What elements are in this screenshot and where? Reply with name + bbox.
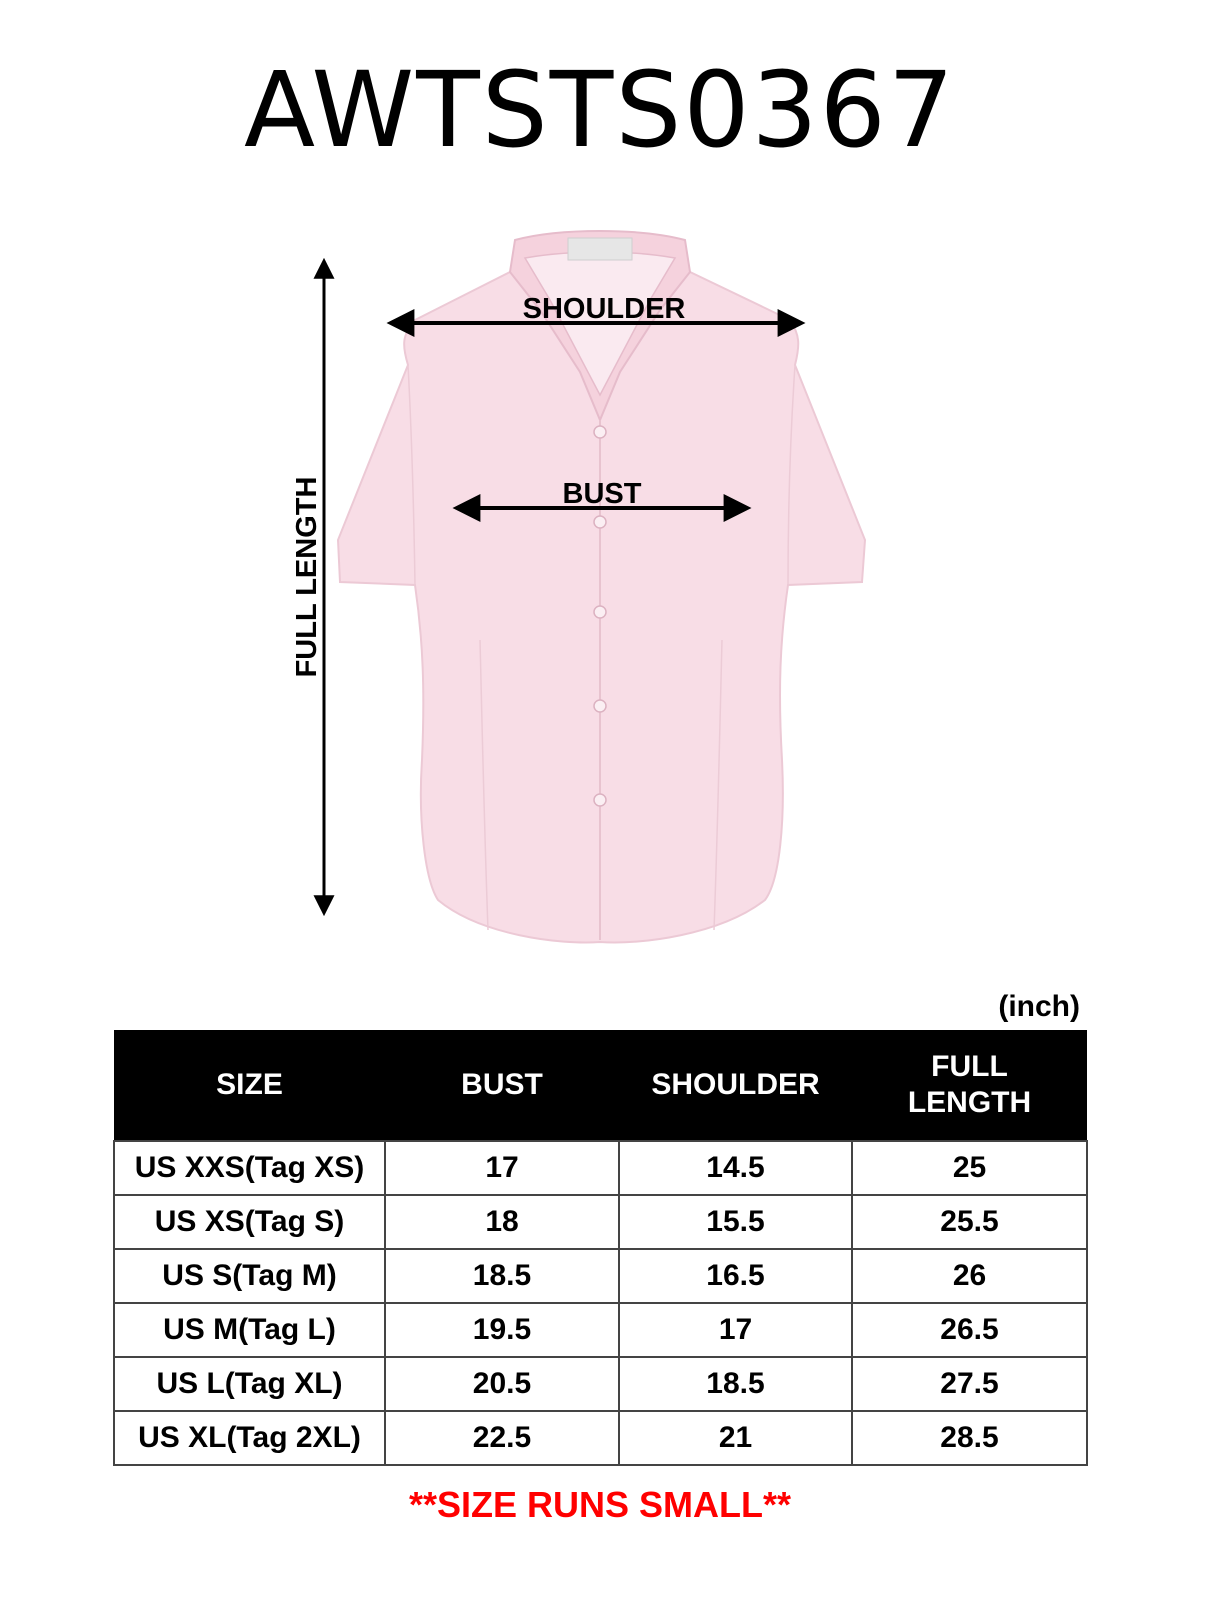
table-row xyxy=(114,1411,1087,1465)
size-cell: US XL(Tag 2XL) xyxy=(114,1411,385,1465)
shirt-illustration xyxy=(338,231,865,943)
bust-label: BUST xyxy=(562,478,642,510)
size-chart-table xyxy=(113,1030,1088,1466)
table-row xyxy=(114,1357,1087,1411)
size-cell: US S(Tag M) xyxy=(114,1249,385,1303)
size-cell: US M(Tag L) xyxy=(114,1303,385,1357)
table-row xyxy=(114,1303,1087,1357)
bust-cell: 20.5 xyxy=(385,1357,619,1411)
full-length-cell: 25.5 xyxy=(852,1195,1087,1249)
full-length-cell: 28.5 xyxy=(852,1411,1087,1465)
shoulder-cell: 15.5 xyxy=(619,1195,852,1249)
bust-cell: 19.5 xyxy=(385,1303,619,1357)
header-bust: BUST xyxy=(385,1030,619,1141)
size-cell: US L(Tag XL) xyxy=(114,1357,385,1411)
bust-cell: 22.5 xyxy=(385,1411,619,1465)
size-cell: US XXS(Tag XS) xyxy=(114,1141,385,1195)
collar-label xyxy=(568,238,632,260)
shoulder-cell: 16.5 xyxy=(619,1249,852,1303)
table-row xyxy=(114,1195,1087,1249)
unit-label: (inch) xyxy=(998,990,1080,1023)
bust-cell: 17 xyxy=(385,1141,619,1195)
full-length-cell: 26.5 xyxy=(852,1303,1087,1357)
product-code-title: AWTSTS0367 xyxy=(243,49,957,171)
full-length-label: FULL LENGTH xyxy=(291,476,323,678)
bust-cell: 18.5 xyxy=(385,1249,619,1303)
header-shoulder: SHOULDER xyxy=(619,1030,852,1141)
full-length-cell: 25 xyxy=(852,1141,1087,1195)
shoulder-label: SHOULDER xyxy=(522,293,686,325)
table-header-row xyxy=(114,1030,1087,1141)
full-length-cell: 26 xyxy=(852,1249,1087,1303)
header-size: SIZE xyxy=(114,1030,385,1141)
table-row xyxy=(114,1249,1087,1303)
size-cell: US XS(Tag S) xyxy=(114,1195,385,1249)
size-runs-small-note: **SIZE RUNS SMALL** xyxy=(408,1484,792,1525)
table-row xyxy=(114,1141,1087,1195)
header-full-length: FULL LENGTH xyxy=(852,1030,1087,1141)
bust-cell: 18 xyxy=(385,1195,619,1249)
shoulder-cell: 21 xyxy=(619,1411,852,1465)
shoulder-cell: 17 xyxy=(619,1303,852,1357)
shoulder-cell: 14.5 xyxy=(619,1141,852,1195)
shoulder-cell: 18.5 xyxy=(619,1357,852,1411)
full-length-cell: 27.5 xyxy=(852,1357,1087,1411)
